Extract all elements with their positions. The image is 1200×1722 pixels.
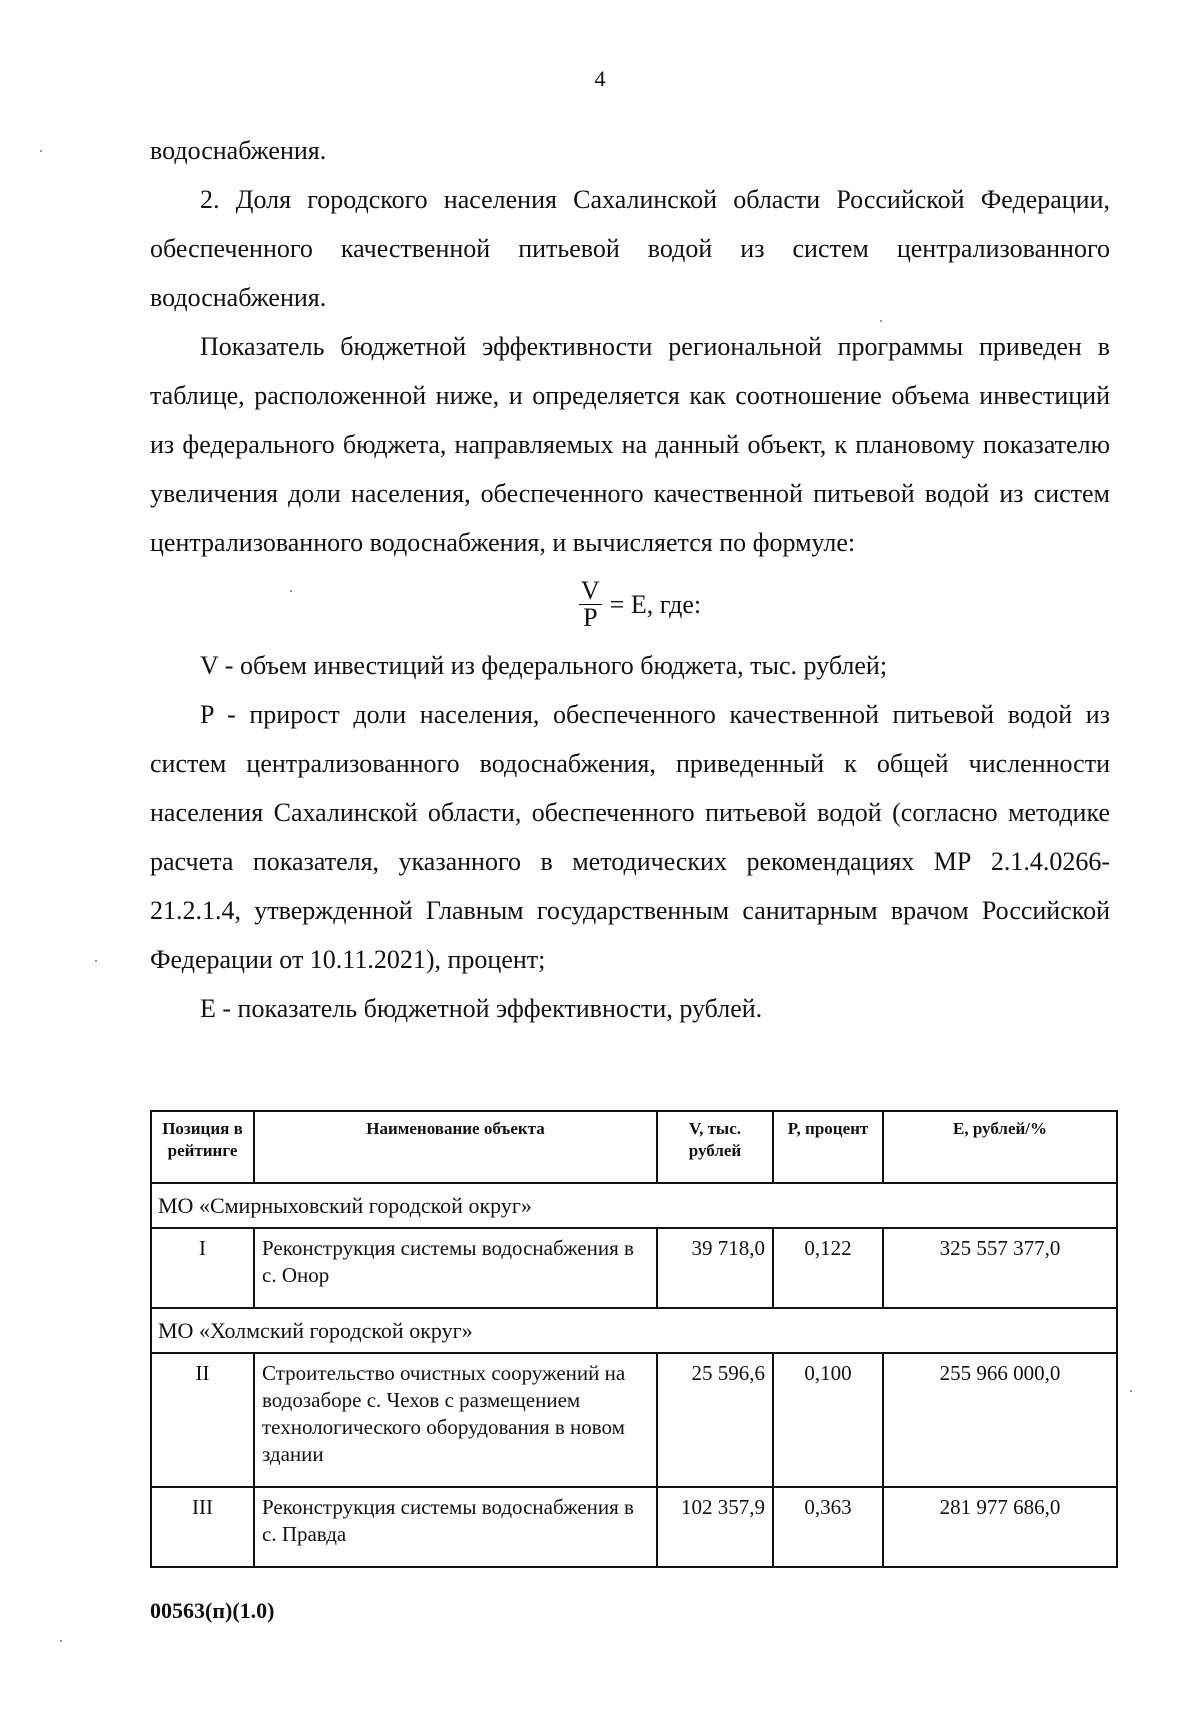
scan-speck [40,150,42,152]
definition-v: V - объем инвестиций из федерального бюджета, тыс. рублей; [200,651,888,680]
header-p: P, процент [773,1111,883,1183]
cell-e: 255 966 000,0 [883,1353,1117,1487]
paragraph-indicator-2: 2. Доля городского населения Сахалинской области Российской Федерации, обеспеченного качественной питьевой водой из систем централизованного водоснабжения. [150,185,1110,312]
cell-v: 39 718,0 [657,1228,773,1308]
table-header-row [151,1111,1117,1183]
scan-speck [290,590,292,592]
cell-p: 0,363 [773,1487,883,1567]
efficiency-table-wrapper [150,1110,1116,1568]
cell-position: II [151,1353,254,1487]
header-e: E, рублей/% [883,1111,1117,1183]
header-name: Наименование объекта [254,1111,657,1183]
cell-name: Строительство очистных сооружений на водозаборе с. Чехов с размещением технологического оборудования в новом здании [254,1353,657,1487]
table-row [151,1353,1117,1487]
paragraph-efficiency: Показатель бюджетной эффективности региональной программы приведен в таблице, расположенной ниже, и определяется как соотношение объема инвестиций из федерального бюджета, направляемых на данный объект, к плановому показателю увеличения доли населения, обеспеченного качественной питьевой водой из систем централизованного водоснабжения, и вычисляется по формуле: [150,332,1110,557]
scan-speck [1130,1390,1132,1392]
cell-e: 325 557 377,0 [883,1228,1117,1308]
page-number: 4 [594,66,606,91]
header-position: Позиция в рейтинге [151,1111,254,1183]
formula-denominator: P [583,602,598,632]
scan-speck [60,1640,62,1642]
cell-e: 281 977 686,0 [883,1487,1117,1567]
table-group-row [151,1183,1117,1228]
scan-speck [880,320,882,322]
efficiency-table [150,1110,1118,1568]
cell-v: 25 596,6 [657,1353,773,1487]
paragraph-continuation: водоснабжения. [150,136,327,165]
cell-name: Реконструкция системы водоснабжения в с. Онор [254,1228,657,1308]
cell-position: III [151,1487,254,1567]
definition-e: E - показатель бюджетной эффективности, рублей. [200,994,763,1023]
definition-p: P - прирост доли населения, обеспеченного качественной питьевой водой из систем централизованного водоснабжения, приведенный к общей численности населения Сахалинской области, обеспеченного питьевой водой (согласно методике расчета показателя, указанного в методических рекомендациях МР 2.1.4.0266-21.2.1.4, утвержденной Главным государственным санитарным врачом Российской Федерации от 10.11.2021), процент; [150,700,1110,974]
formula-numerator: V [580,575,600,605]
group-title: МО «Смирныховский городской округ» [151,1183,1117,1228]
cell-v: 102 357,9 [657,1487,773,1567]
formula-rest: = E, где: [609,589,702,619]
document-body [150,126,1110,1033]
group-title: МО «Холмский городской округ» [151,1308,1117,1353]
cell-position: I [151,1228,254,1308]
cell-name: Реконструкция системы водоснабжения в с. Правда [254,1487,657,1567]
table-row [151,1228,1117,1308]
cell-p: 0,100 [773,1353,883,1487]
scan-speck [95,960,97,962]
table-group-row [151,1308,1117,1353]
cell-p: 0,122 [773,1228,883,1308]
formula-fraction [579,575,602,632]
table-row [151,1487,1117,1567]
header-v: V, тыс. рублей [657,1111,773,1183]
formula [150,567,1110,641]
document-code: 00563(п)(1.0) [150,1598,275,1623]
